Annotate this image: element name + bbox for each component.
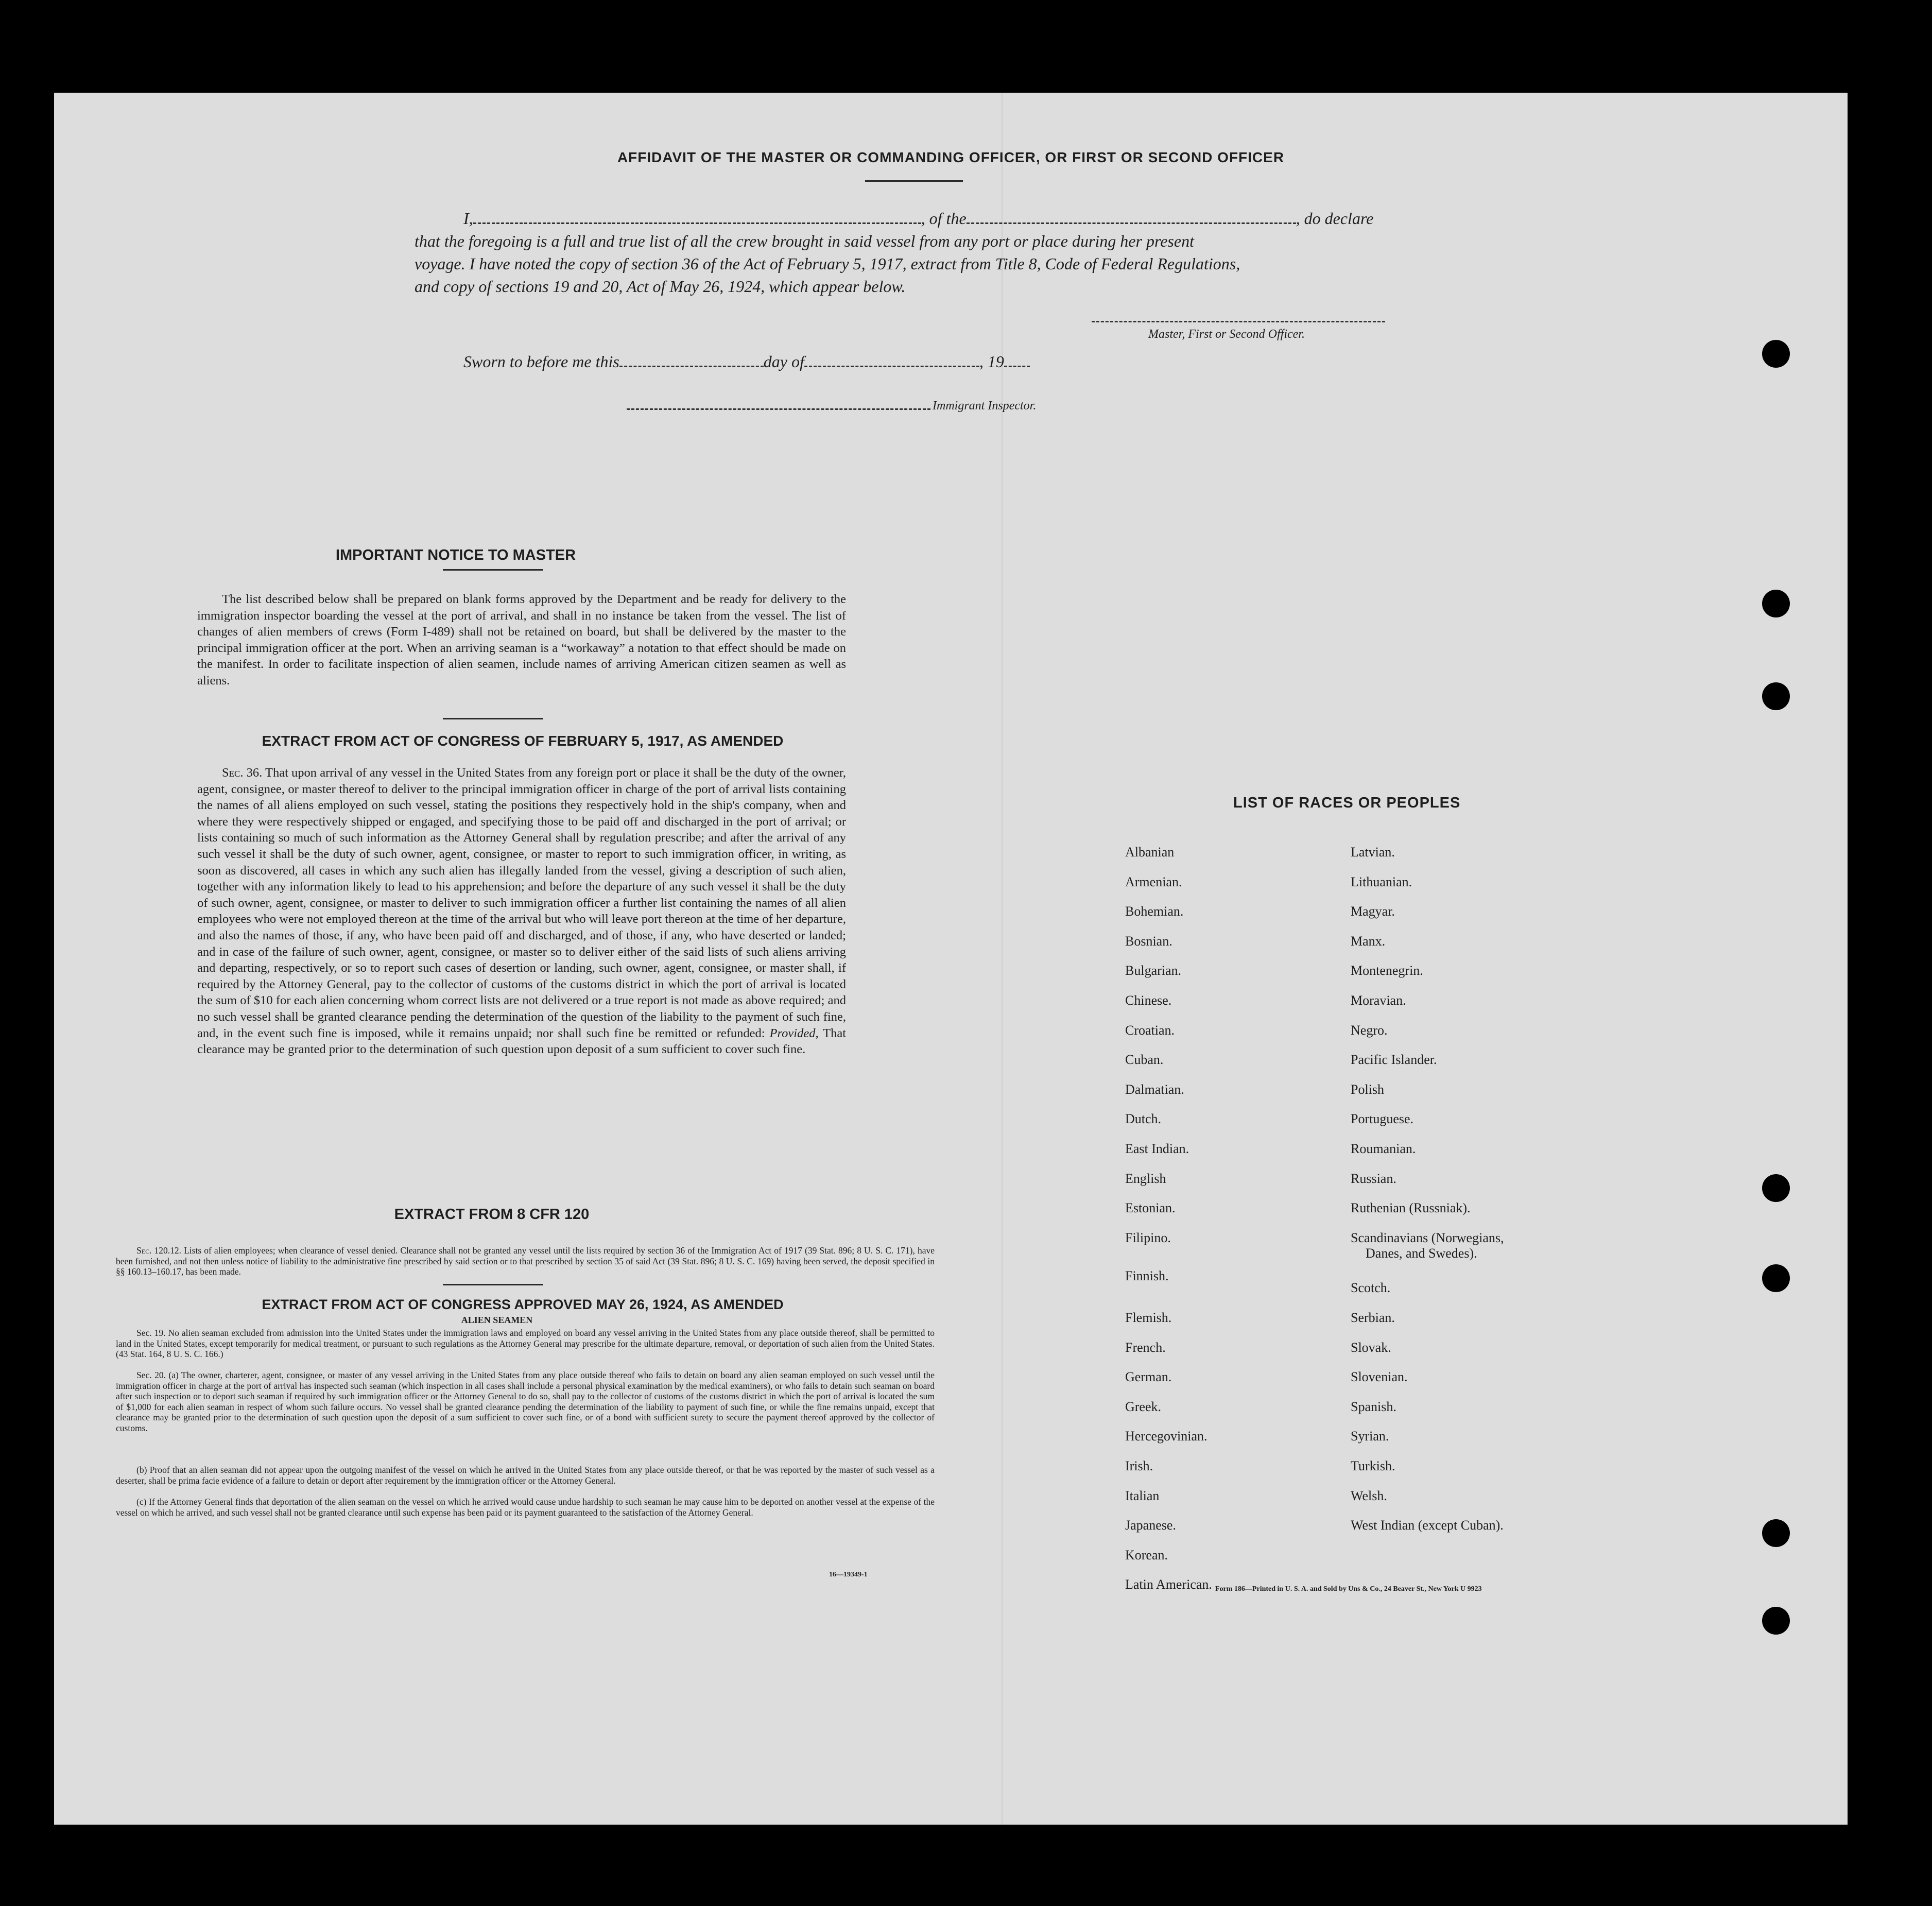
race-item: Armenian.	[1125, 874, 1182, 889]
extract-1917-text: Sec. 36. That upon arrival of any vessel in the United States from any foreign port or place it shall be the duty of the owner, agent, consignee, or master thereof to deliver to the principal immigration officer in charge of the port of arrival lists containing the names of all aliens employed on such vessel, stating the positions they respectively hold in the ship's company, when and where they were respectively shipped or engaged, and specifying those to be paid off and discharged in the port of arrival; or lists containing so much of such information as the Attorney General shall by regulation prescribe; and after the arrival of any such vessel it shall be the duty of such owner, agent, consignee, or master to report to such immigration officer, in writing, as soon as discovered, all cases in which any such alien has illegally landed from the vessel, giving a description of such alien, together with any information likely to lead to his apprehension; and before the departure of any such vessel it shall be the duty of such owner, agent, consignee, or master to deliver to such immigration officer a further list containing the names of all alien employees who were not employed thereon at the time of the arrival but who will leave port thereon at the time of her departure, and also the names of those, if any, who have been paid off and discharged, and of those, if any, who have deserted or landed; and in case of the failure of such owner, agent, consignee, or master so to deliver either of the said lists of such aliens arriving and departing, respectively, or so to report such cases of desertion or landing, such owner, agent, consignee, or master shall, if required by the Attorney General, pay to the collector of customs of the customs district in which the port of arrival is located the sum of $10 for each alien concerning whom correct lists are not delivered or a true report is not made as above required; and no such vessel shall be granted clearance pending the determination of the question of the liability to the payment of such fine, and, in the event such fine is imposed, while it remains unpaid; nor shall such fine be remitted or refunded: Provided, That clearance may be granted prior to the determination of such question upon deposit of a sum sufficient to cover such fine.	[197, 766, 847, 1057]
race-item: Danes, and Swedes).	[1366, 1245, 1477, 1261]
cfr-title: EXTRACT FROM 8 CFR 120	[394, 1206, 590, 1223]
race-item: Lithuanian.	[1351, 874, 1412, 889]
affidavit-line-2: that the foregoing is a full and true list of all the crew brought in said vessel from any port or place during her present	[415, 232, 1194, 250]
affidavit-line-1: I, , of the , do declare	[463, 209, 1374, 228]
affidavit-title: AFFIDAVIT OF THE MASTER OR COMMANDING OFFICER, OR FIRST OR SECOND OFFICER	[617, 149, 1285, 165]
race-item: Spanish.	[1351, 1399, 1396, 1414]
inspector-label: Immigrant Inspector.	[933, 399, 1037, 413]
printer-footer: Form 186—Printed in U. S. A. and Sold by Uns & Co., 24 Beaver St., New York U 9923	[1215, 1585, 1482, 1593]
race-item: Russian.	[1351, 1171, 1396, 1186]
race-item: Polish	[1351, 1081, 1385, 1097]
cfr-text: Sec. 120.12. Lists of alien employees; when clearance of vessel denied. Clearance shall not be granted any vessel until the lists required by section 36 of the Immigration Act of 1917 (39 Stat. 896; 8 U. S. C. 171), have been furnished, and not then unless notice of liability to the administrative fine prescribed by said section or to that prescribed by section 35 of said Act (39 Stat. 896; 8 U. S. C. 169) having been served, the deposit specified in §§ 160.13–160.17, has been made.	[116, 1245, 935, 1277]
race-item: Ruthenian (Russniak).	[1351, 1200, 1471, 1216]
race-item: East Indian.	[1125, 1141, 1189, 1156]
document-sheet	[54, 93, 1848, 1825]
race-item: Japanese.	[1125, 1518, 1176, 1533]
race-item: Welsh.	[1351, 1488, 1387, 1503]
race-item: Magyar.	[1351, 904, 1395, 919]
race-item: Roumanian.	[1351, 1141, 1416, 1156]
race-item: Irish.	[1125, 1458, 1153, 1473]
binder-hole	[1762, 590, 1790, 617]
race-item: Slovak.	[1351, 1340, 1391, 1355]
month-blank[interactable]	[804, 352, 979, 367]
race-item: Scandinavians (Norwegians,	[1351, 1230, 1504, 1245]
races-title: LIST OF RACES OR PEOPLES	[1233, 795, 1461, 811]
race-item: Portuguese.	[1351, 1111, 1414, 1127]
binder-hole	[1762, 1607, 1790, 1635]
race-item: Chinese.	[1125, 993, 1172, 1008]
race-item: Moravian.	[1351, 993, 1406, 1008]
race-item: Italian	[1125, 1488, 1160, 1503]
race-item: Bohemian.	[1125, 904, 1184, 919]
inspector-signature-line[interactable]	[627, 408, 930, 410]
alien-seamen-subtitle: ALIEN SEAMEN	[461, 1315, 533, 1325]
extract-1917-title: EXTRACT FROM ACT OF CONGRESS OF FEBRUARY 5, 1917, AS AMENDED	[262, 733, 784, 749]
race-item: Croatian.	[1125, 1022, 1175, 1038]
notice-text: The list described below shall be prepared on blank forms approved by the Department and be ready for delivery to the immigration inspector boarding the vessel at the port of arrival, and shall in no instance be taken from the vessel. The list of changes of alien members of crews (Form I-489) shall not be retained on board, but shall be delivered by the master to the principal immigration officer at the port. When an arriving seaman is a “workaway” a notation to that effect should be made on the manifest. In order to facilitate inspection of alien seamen, include names of arriving American citizen seamen as well as aliens.	[197, 592, 846, 688]
race-item: Albanian	[1125, 845, 1175, 860]
race-item: Turkish.	[1351, 1458, 1395, 1473]
year-blank[interactable]	[1004, 352, 1030, 367]
race-item: Bosnian.	[1125, 933, 1172, 949]
race-item: French.	[1125, 1340, 1166, 1355]
race-item: Dutch.	[1125, 1111, 1162, 1127]
extract-1924-sec20c: (c) If the Attorney General finds that deportation of the alien seaman on the vessel on which he arrived would cause undue hardship to such seaman he may cause him to be deported on another vessel at the expense of the vessel on which he arrived, and such vessel shall not be granted clearance until such expense has been paid or its payment guaranteed to the satisfaction of the Attorney General.	[116, 1497, 935, 1518]
race-item: Estonian.	[1125, 1200, 1176, 1216]
binder-hole	[1762, 682, 1790, 710]
extract-1924-title: EXTRACT FROM ACT OF CONGRESS APPROVED MAY 26, 1924, AS AMENDED	[262, 1297, 784, 1312]
race-item: Syrian.	[1351, 1429, 1389, 1444]
binder-hole	[1762, 1264, 1790, 1292]
race-item: Finnish.	[1125, 1268, 1169, 1284]
race-item: Greek.	[1125, 1399, 1162, 1414]
name-blank[interactable]	[473, 209, 921, 224]
race-item: Manx.	[1351, 933, 1386, 949]
master-label: Master, First or Second Officer.	[1148, 328, 1305, 341]
title-rule	[865, 180, 963, 182]
form-number: 16—19349-1	[829, 1571, 868, 1578]
extract-1924-sec19: Sec. 19. No alien seaman excluded from admission into the United States under the immigration laws and employed on board any vessel arriving in the United States from any place outside thereof, shall be permitted to land in the United States, except temporarily for medical treatment, or pursuant to such regulations as the Attorney General may prescribe for the ultimate departure, removal, or deportation of such alien from the United States. (43 Stat. 164, 8 U. S. C. 166.)	[116, 1328, 935, 1360]
race-item: Negro.	[1351, 1022, 1388, 1038]
race-item: West Indian (except Cuban).	[1351, 1518, 1504, 1533]
race-item: Serbian.	[1351, 1310, 1395, 1325]
race-item: English	[1125, 1171, 1166, 1186]
notice-title: IMPORTANT NOTICE TO MASTER	[335, 547, 576, 563]
binder-hole	[1762, 1174, 1790, 1202]
extract-1924-sec20a: Sec. 20. (a) The owner, charterer, agent, consignee, or master of any vessel arriving in the United States from any place outside thereof who fails to detain on board any alien seaman employed on such vessel until the immigration officer in charge at the port of arrival has inspected such seaman (which inspection in all cases shall include a personal physical examination by the medical examiners), or who fails to detain such seaman on board after such inspection or to deport such seaman if required by such immigration officer or the Attorney General to do so, shall pay to the collector of customs of the customs district in which the port of arrival is located the sum of $1,000 for each alien seaman in respect of whom such failure occurs. No vessel shall be granted clearance pending the determination of the liability to payment of such fine, or while the fine remains unpaid, except that clearance may be granted prior to the determination of such question upon the deposit of a sum sufficient to cover such fine, or of a bond with sufficient surety to secure the payment thereof approved by the collector of customs.	[116, 1370, 935, 1433]
race-item: Korean.	[1125, 1547, 1168, 1562]
race-item: Latin American.	[1125, 1577, 1212, 1592]
extract-1924-sec20b: (b) Proof that an alien seaman did not appear upon the outgoing manifest of the vessel on which he arrived in the United States from any place outside thereof, or that he was reported by the master of such vessel as a deserter, shall be prima facie evidence of a failure to detain or deport after requirement by the immigration officer or the Attorney General.	[116, 1465, 935, 1486]
race-item: Latvian.	[1351, 845, 1395, 860]
affidavit-line-4: and copy of sections 19 and 20, Act of May 26, 1924, which appear below.	[415, 277, 906, 296]
race-item: Flemish.	[1125, 1310, 1172, 1325]
day-blank[interactable]	[619, 352, 764, 367]
race-item: Filipino.	[1125, 1230, 1171, 1245]
race-item: Dalmatian.	[1125, 1081, 1184, 1097]
race-item: Bulgarian.	[1125, 963, 1182, 978]
vessel-blank[interactable]	[967, 209, 1296, 224]
race-item: German.	[1125, 1369, 1172, 1385]
race-item: Hercegovinian.	[1125, 1429, 1208, 1444]
master-signature-line[interactable]	[1092, 321, 1385, 322]
race-item: Cuban.	[1125, 1052, 1164, 1068]
binder-hole	[1762, 1519, 1790, 1547]
race-item: Pacific Islander.	[1351, 1052, 1437, 1068]
binder-hole	[1762, 340, 1790, 368]
sworn-line: Sworn to before me this day of , 19	[463, 350, 1184, 373]
race-item: Slovenian.	[1351, 1369, 1408, 1385]
race-item: Montenegrin.	[1351, 963, 1423, 978]
race-item: Scotch.	[1351, 1280, 1391, 1296]
affidavit-line-3: voyage. I have noted the copy of section 36 of the Act of February 5, 1917, extract from Title 8, Code of Federal Regulations,	[415, 254, 1240, 273]
